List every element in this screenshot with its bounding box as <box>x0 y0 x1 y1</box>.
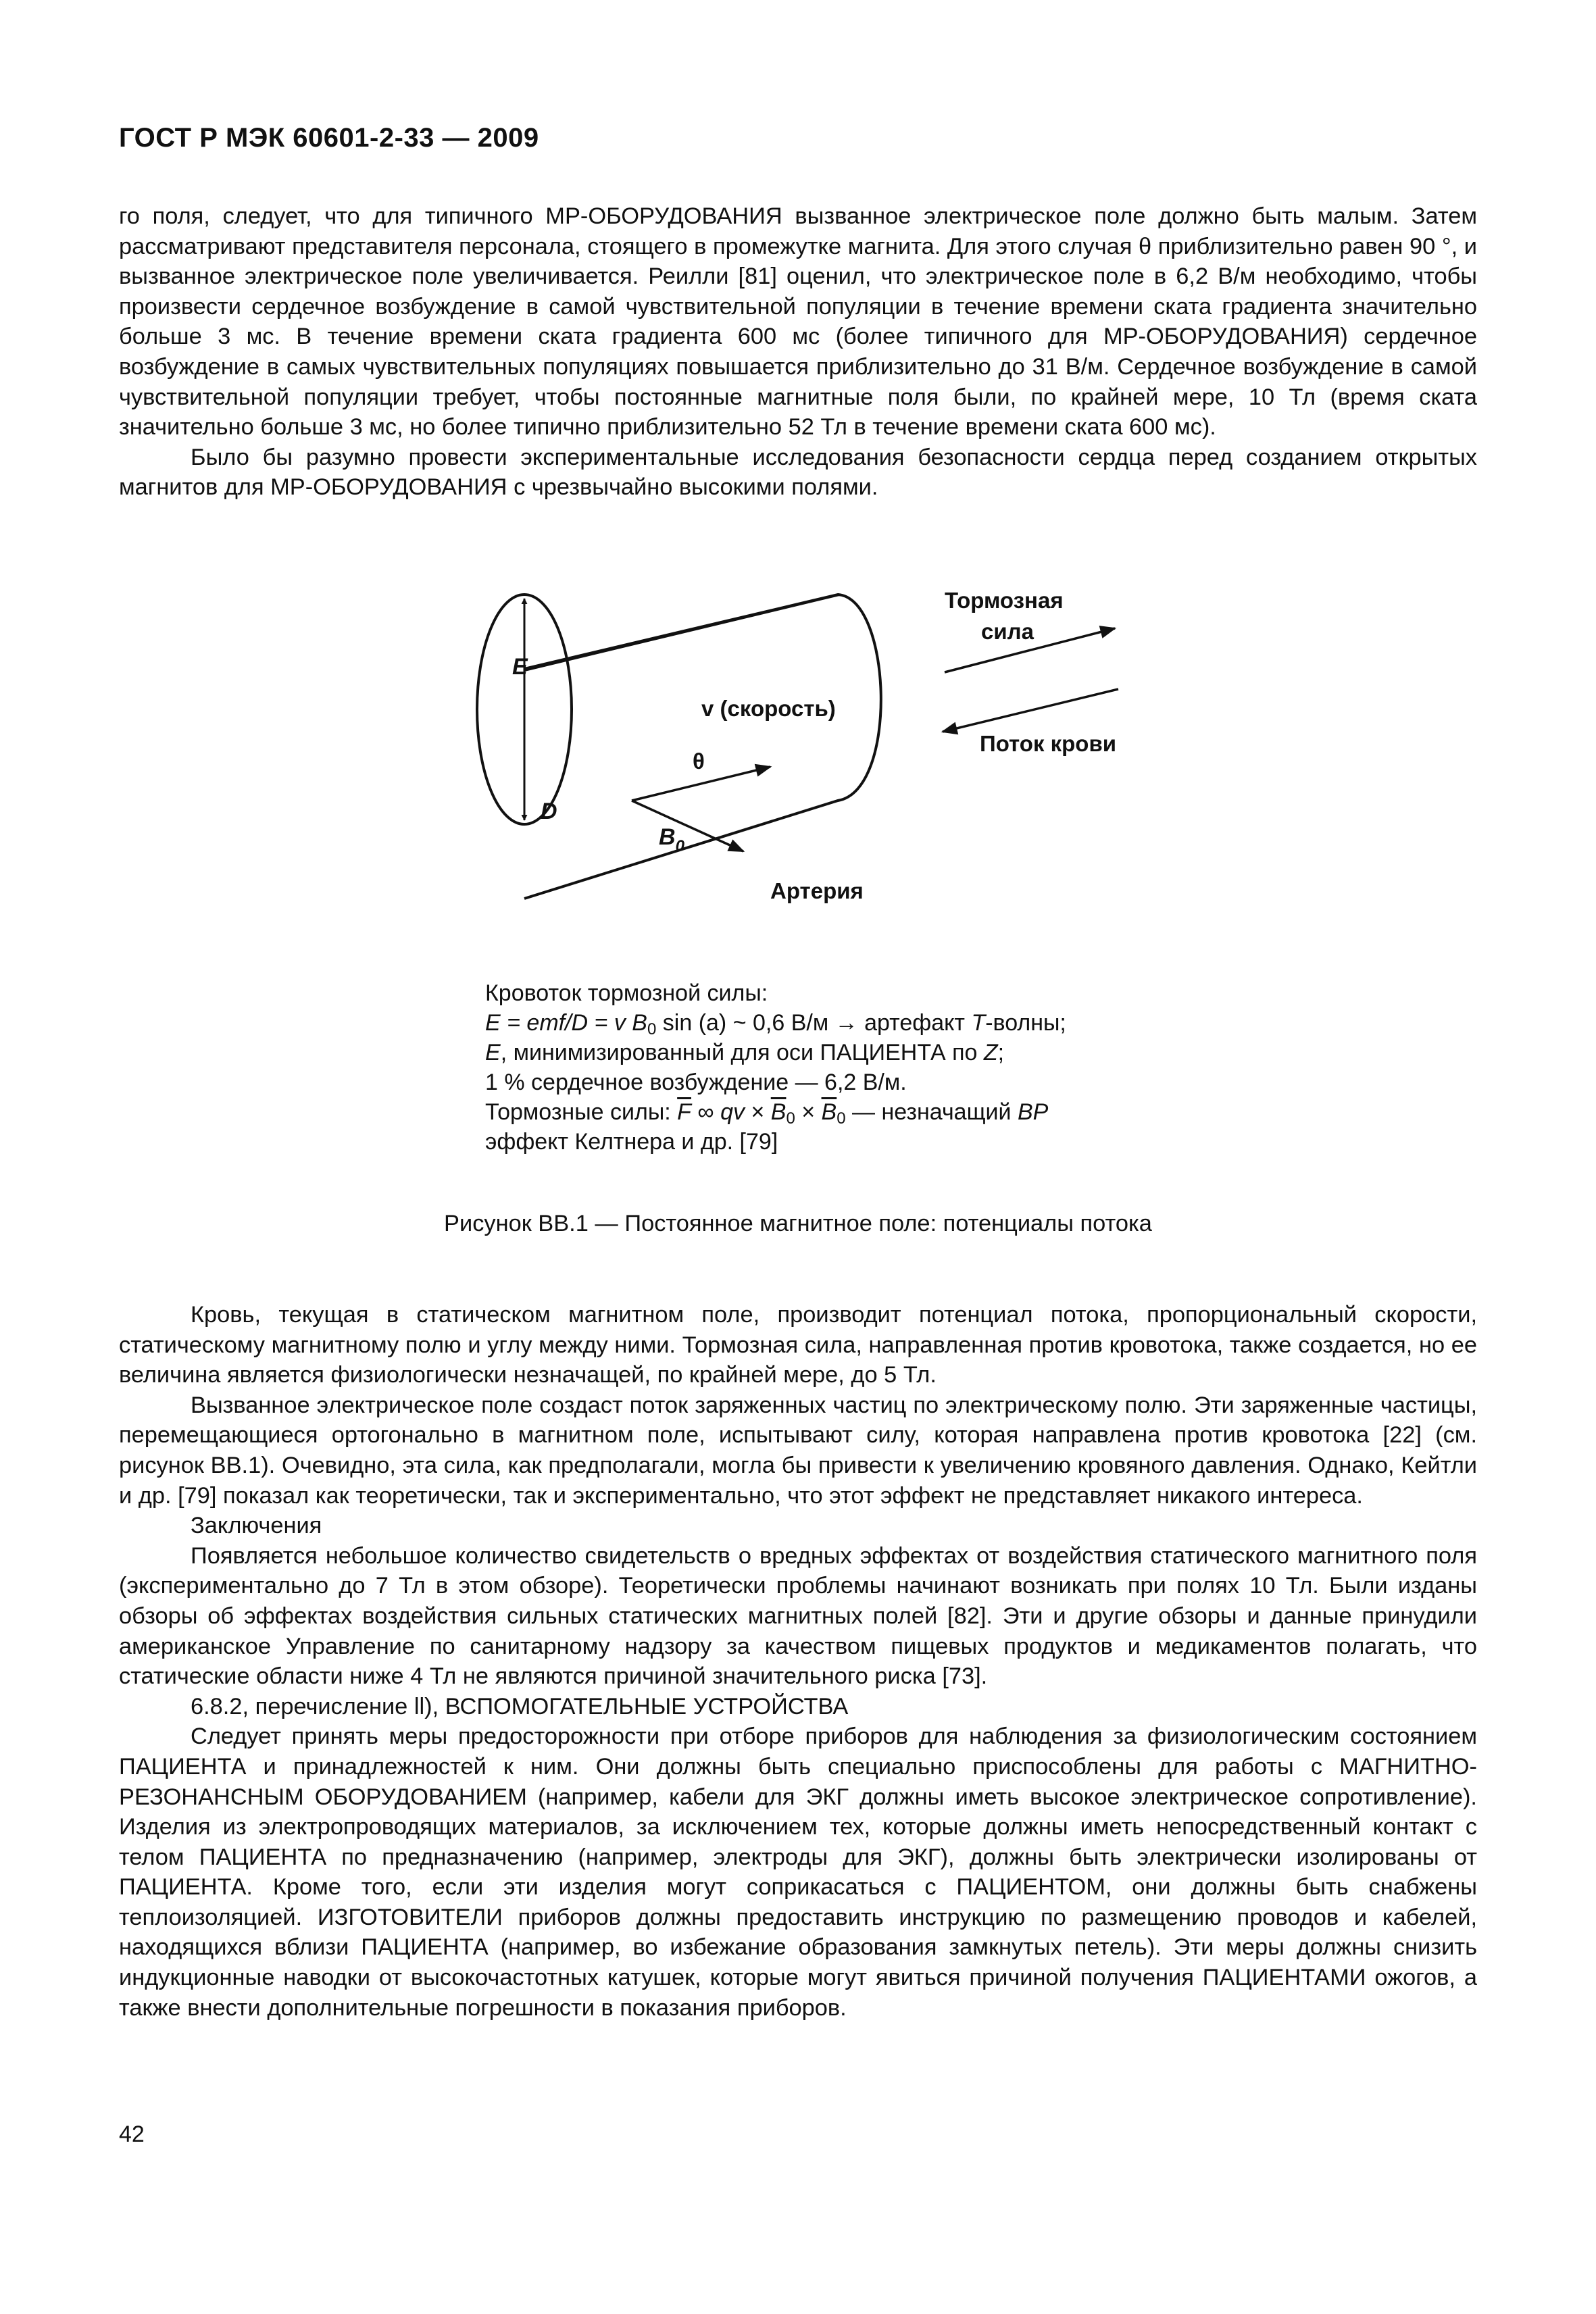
formula-f: $\overline{F}$ <box>677 1099 691 1125</box>
formula-lhs: E = emf/D = v B <box>485 1010 647 1036</box>
label-artery: Артерия <box>770 878 864 903</box>
formula-line-4: 1 % сердечное возбуждение — 6,2 В/м. <box>485 1070 907 1095</box>
paragraph: Вызванное электрическое поле создаст поток заряженных частиц по электрическому полю. Эти заряженные частицы, перемещающиеся ортогонально в магнитном поле, испытывают силу, которая направлена против кровотока [22] (см. рисунок ВВ.1). Очевидно, эта сила, как предполагали, могла бы привести к увеличению кровяного давления. Однако, Кейтли и др. [79] показал как теоретически, так и экспериментально, что этот эффект не представляет никакого интереса. <box>119 1392 1477 1509</box>
formula-times: × <box>795 1099 822 1125</box>
formula-line-6: эффект Келтнера и др. [79] <box>485 1129 778 1155</box>
formula-rest: — незначащий <box>845 1099 1018 1125</box>
field-vector <box>632 801 743 851</box>
formula-sub: 0 <box>837 1109 846 1128</box>
label-e: E <box>512 654 528 680</box>
formula-line-3 <box>485 1038 1066 1067</box>
label-braking-line1: Тормозная <box>945 588 1064 613</box>
artery-body-outline <box>524 595 881 899</box>
blood-flow-arrow <box>943 689 1118 732</box>
label-b: B <box>659 824 676 850</box>
paragraph: Кровь, текущая в статическом магнитном поле, производит потенциал потока, пропорциональный скорости, статическому магнитному полю и углу между ними. Тормозная сила, направленная против кровотока, также создается, но ее величина является физиологически незначащей, по крайней мере, до 5 Тл. <box>119 1302 1477 1388</box>
label-d: D <box>541 799 557 824</box>
formula-prefix: Тормозные силы: <box>485 1099 678 1125</box>
formula-prop: ∞ <box>691 1099 721 1125</box>
label-blood-flow: Поток крови <box>980 731 1117 756</box>
formula-rest: , минимизированный для оси ПАЦИЕНТА по <box>500 1040 984 1065</box>
figure-formula <box>485 978 1066 1157</box>
formula-end: ; <box>997 1040 1005 1065</box>
formula-b: $\overline{B}$ <box>770 1099 787 1125</box>
formula-times: × <box>745 1099 771 1125</box>
figure-caption: Рисунок ВВ.1 — Постоянное магнитное поле: потенциалы потока <box>444 1211 1152 1236</box>
label-b-sub: 0 <box>675 837 684 855</box>
formula-b: $\overline{B}$ <box>821 1099 837 1125</box>
label-braking-line2: сила <box>981 619 1034 644</box>
body-text-top <box>119 201 1477 503</box>
paragraph: Следует принять меры предосторожности при отборе приборов для наблюдения за физиологическим состоянием ПАЦИЕНТА и принадлежностей к ним. Они должны быть специально приспособлены для работы с МАГНИТНО-РЕЗОНАНСНЫМ ОБОРУДОВАНИЕМ (например, кабели для ЭКГ должны иметь высокое электрическое сопротивление). Изделия из электропроводящих материалов, за исключением тех, которые должны иметь непосредственный контакт с телом ПАЦИЕНТА по предназначению (например, электроды для ЭКГ), должны быть электрически изолированы от ПАЦИЕНТА. Кроме того, если эти изделия могут соприкасаться с ПАЦИЕНТОМ, они должны быть снабжены теплоизоляцией. ИЗГОТОВИТЕЛИ приборов должны предоставить инструкцию по размещению проводов и кабелей, находящихся вблизи ПАЦИЕНТА (например, во избежание образования замкнутых петель). Эти меры должны снизить индукционные наводки от высокочастотных катушек, которые могут явиться причиной получения ПАЦИЕНТАМИ ожогов, а также внести дополнительные погрешности в показания приборов. <box>119 1724 1477 2021</box>
label-b0 <box>659 824 685 855</box>
body-text-bottom <box>119 1300 1477 2023</box>
document-header: ГОСТ Р МЭК 60601-2-33 — 2009 <box>119 123 539 153</box>
formula-sub: 0 <box>786 1109 795 1128</box>
label-velocity: v (скорость) <box>701 696 836 721</box>
label-theta: θ <box>693 749 705 774</box>
section-heading: Заключения <box>191 1513 322 1539</box>
formula-bp: BP <box>1017 1099 1049 1125</box>
formula-line-1: Кровоток тормозной силы: <box>485 980 768 1006</box>
paragraph: Появляется небольшое количество свидетельств о вредных эффектах от воздействия статического магнитного поля (экспериментально до 7 Тл в этом обзоре). Теоретически проблемы начинают возникать при полях 10 Тл. Были изданы обзоры об эффектах воздействия сильных статических магнитных полей [82]. Эти и другие обзоры и данные принудили американское Управление по санитарному надзору за качеством пищевых продуктов и медикаментов полагать, что статические области ниже 4 Тл не являются причиной значительного риска [73]. <box>119 1542 1477 1690</box>
clause-reference: 6.8.2, перечисление ll), ВСПОМОГАТЕЛЬНЫЕ УСТРОЙСТВА <box>191 1693 849 1719</box>
formula-z: Z <box>983 1040 998 1065</box>
formula-line-2 <box>485 1008 1066 1038</box>
paragraph: го поля, следует, что для типичного МР-ОБОРУДОВАНИЯ вызванное электрическое поле должно быть малым. Затем рассматривают представителя персонала, стоящего в промежутке магнита. Для этого случая θ приблизительно равен 90 °, и вызванное электрическое поле увеличивается. Реилли [81] оценил, что электрическое поле в 6,2 В/м необходимо, чтобы произвести сердечное возбуждение в самой чувствительной популяции в течение времени ската градиента значительно больше 3 мс. В течение времени ската градиента 600 мс (более типичного для МР-ОБОРУДОВАНИЯ) сердечное возбуждение в самых чувствительных популяциях повышается приблизительно до 31 В/м. Сердечное возбуждение в самой чувствительной популяции требует, чтобы постоянные магнитные поля были, по крайней мере, 10 Тл (время ската значительно больше 3 мс, но более типично приблизительно 52 Тл в течение времени ската 600 мс). <box>119 203 1477 441</box>
formula-mid: sin (a) ~ 0,6 В/м → артефакт <box>656 1010 972 1036</box>
artery-diagram <box>459 574 1162 953</box>
formula-line-5 <box>485 1097 1066 1127</box>
formula-rest: -волны; <box>985 1010 1066 1036</box>
page-number: 42 <box>119 2121 145 2147</box>
formula-qv: qv <box>720 1099 745 1125</box>
paragraph: Было бы разумно провести экспериментальные исследования безопасности сердца перед созданием открытых магнитов для МР-ОБОРУДОВАНИЯ с чрезвычайно высокими полями. <box>119 444 1477 501</box>
formula-e: E <box>485 1040 501 1065</box>
formula-t: T <box>971 1010 986 1036</box>
formula-sub: 0 <box>647 1020 657 1038</box>
